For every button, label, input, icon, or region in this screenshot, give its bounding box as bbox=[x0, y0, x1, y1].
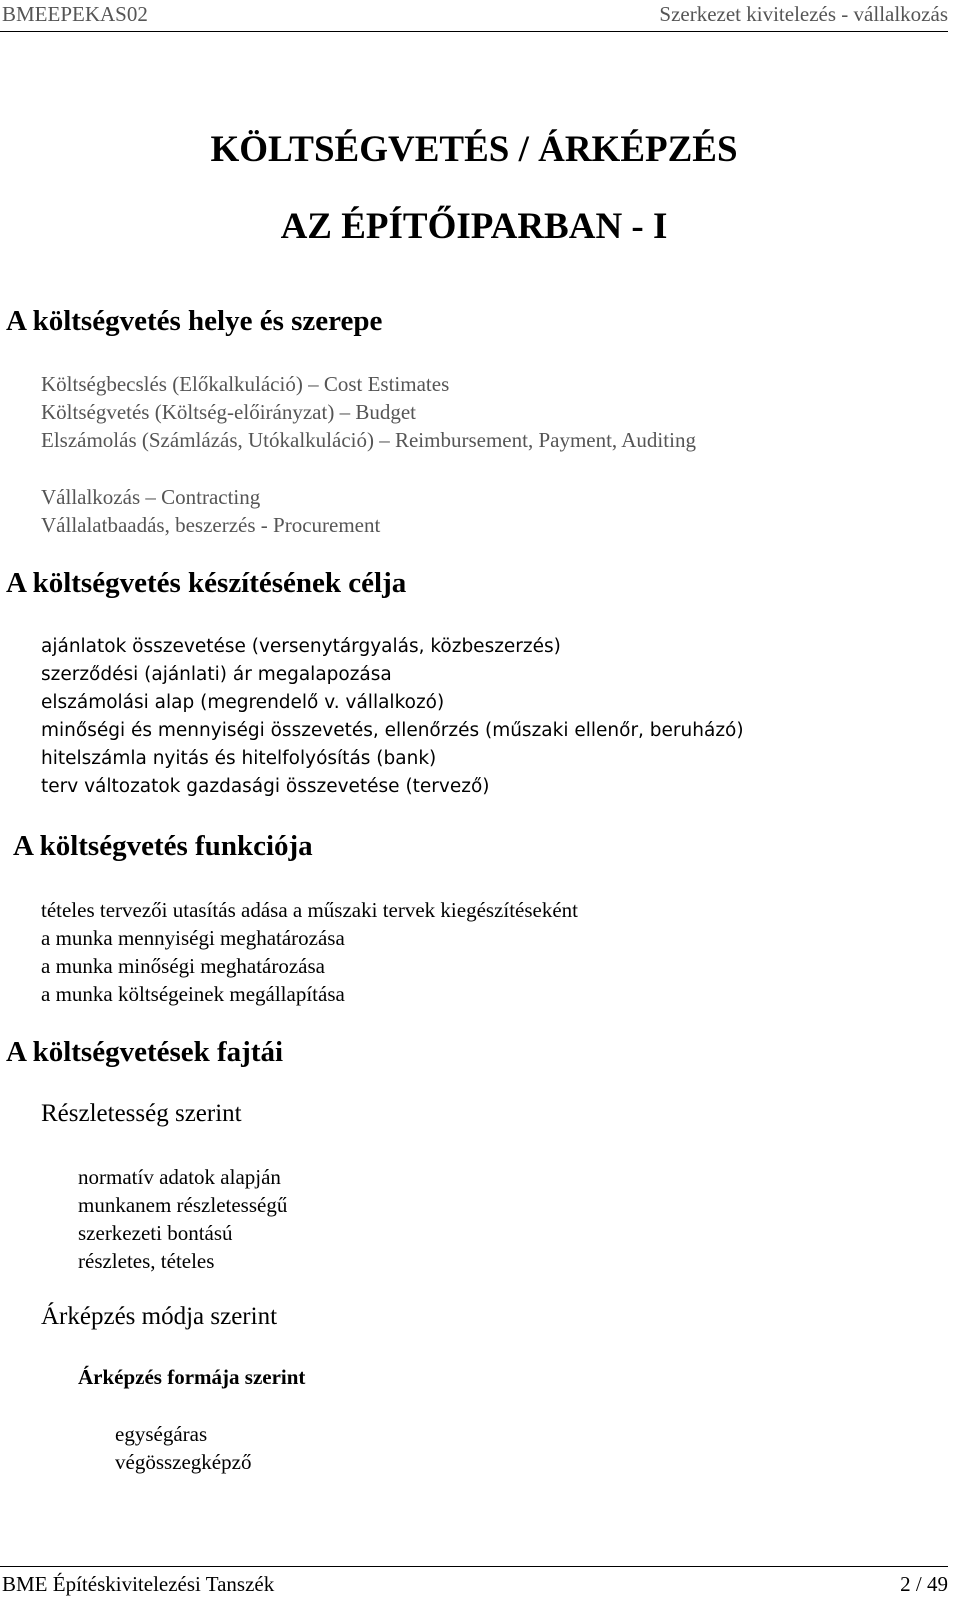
list-item: minőségi és mennyiségi összevetés, ellenőrzés (műszaki ellenőr, beruházó) bbox=[41, 720, 744, 741]
subheading-arkepzes-formaja: Árképzés formája szerint bbox=[78, 1365, 306, 1389]
list-item: Vállalatbaadás, beszerzés - Procurement bbox=[41, 513, 381, 537]
list-item: részletes, tételes bbox=[78, 1249, 215, 1273]
course-code: BMEEPEKAS02 bbox=[2, 2, 148, 26]
document-title-line1: KÖLTSÉGVETÉS / ÁRKÉPZÉS bbox=[210, 129, 738, 170]
list-item: a munka mennyiségi meghatározása bbox=[41, 926, 345, 950]
list-item: Költségvetés (Költség-előirányzat) – Budget bbox=[41, 400, 416, 424]
helye-group1 bbox=[41, 370, 696, 454]
department-name: BME Építéskivitelezési Tanszék bbox=[2, 1572, 275, 1596]
heading-celja: A költségvetés készítésének célja bbox=[6, 567, 407, 599]
list-item: Vállalkozás – Contracting bbox=[41, 485, 261, 509]
heading-funkcioja: A költségvetés funkciója bbox=[13, 830, 313, 862]
helye-group2 bbox=[41, 483, 380, 539]
list-item: hitelszámla nyitás és hitelfolyósítás (bank) bbox=[41, 748, 437, 769]
list-item: egységáras bbox=[115, 1422, 208, 1446]
course-subject: Szerkezet kivitelezés - vállalkozás bbox=[659, 2, 948, 26]
arkepzes-formaja-list bbox=[115, 1420, 251, 1476]
funkcioja-list bbox=[41, 896, 578, 1008]
reszletesseg-list bbox=[78, 1163, 287, 1275]
list-item: szerződési (ajánlati) ár megalapozása bbox=[41, 664, 392, 685]
page-header bbox=[0, 0, 948, 32]
subheading-reszletesseg: Részletesség szerint bbox=[41, 1100, 242, 1127]
subheading-arkepzes-modja: Árképzés módja szerint bbox=[41, 1303, 278, 1330]
heading-fajtai: A költségvetések fajtái bbox=[6, 1036, 284, 1068]
document-title-line2: AZ ÉPÍTŐIPARBAN - I bbox=[280, 206, 668, 247]
list-item: tételes tervezői utasítás adása a műszaki tervek kiegészítéseként bbox=[41, 898, 579, 922]
list-item: normatív adatok alapján bbox=[78, 1165, 281, 1189]
page-footer bbox=[0, 1566, 948, 1598]
page-number: 2 / 49 bbox=[900, 1572, 948, 1596]
list-item: a munka minőségi meghatározása bbox=[41, 954, 325, 978]
list-item: a munka költségeinek megállapítása bbox=[41, 982, 345, 1006]
list-item: Költségbecslés (Előkalkuláció) – Cost Estimates bbox=[41, 372, 450, 396]
list-item: ajánlatok összevetése (versenytárgyalás, közbeszerzés) bbox=[41, 636, 561, 657]
celja-list bbox=[41, 633, 744, 801]
list-item: szerkezeti bontású bbox=[78, 1221, 233, 1245]
heading-helye: A költségvetés helye és szerepe bbox=[6, 305, 383, 337]
list-item: munkanem részletességű bbox=[78, 1193, 288, 1217]
list-item: végösszegképző bbox=[115, 1450, 252, 1474]
list-item: elszámolási alap (megrendelő v. vállalkozó) bbox=[41, 692, 445, 713]
list-item: terv változatok gazdasági összevetése (tervező) bbox=[41, 776, 490, 797]
list-item: Elszámolás (Számlázás, Utókalkuláció) – Reimbursement, Payment, Auditing bbox=[41, 428, 696, 452]
